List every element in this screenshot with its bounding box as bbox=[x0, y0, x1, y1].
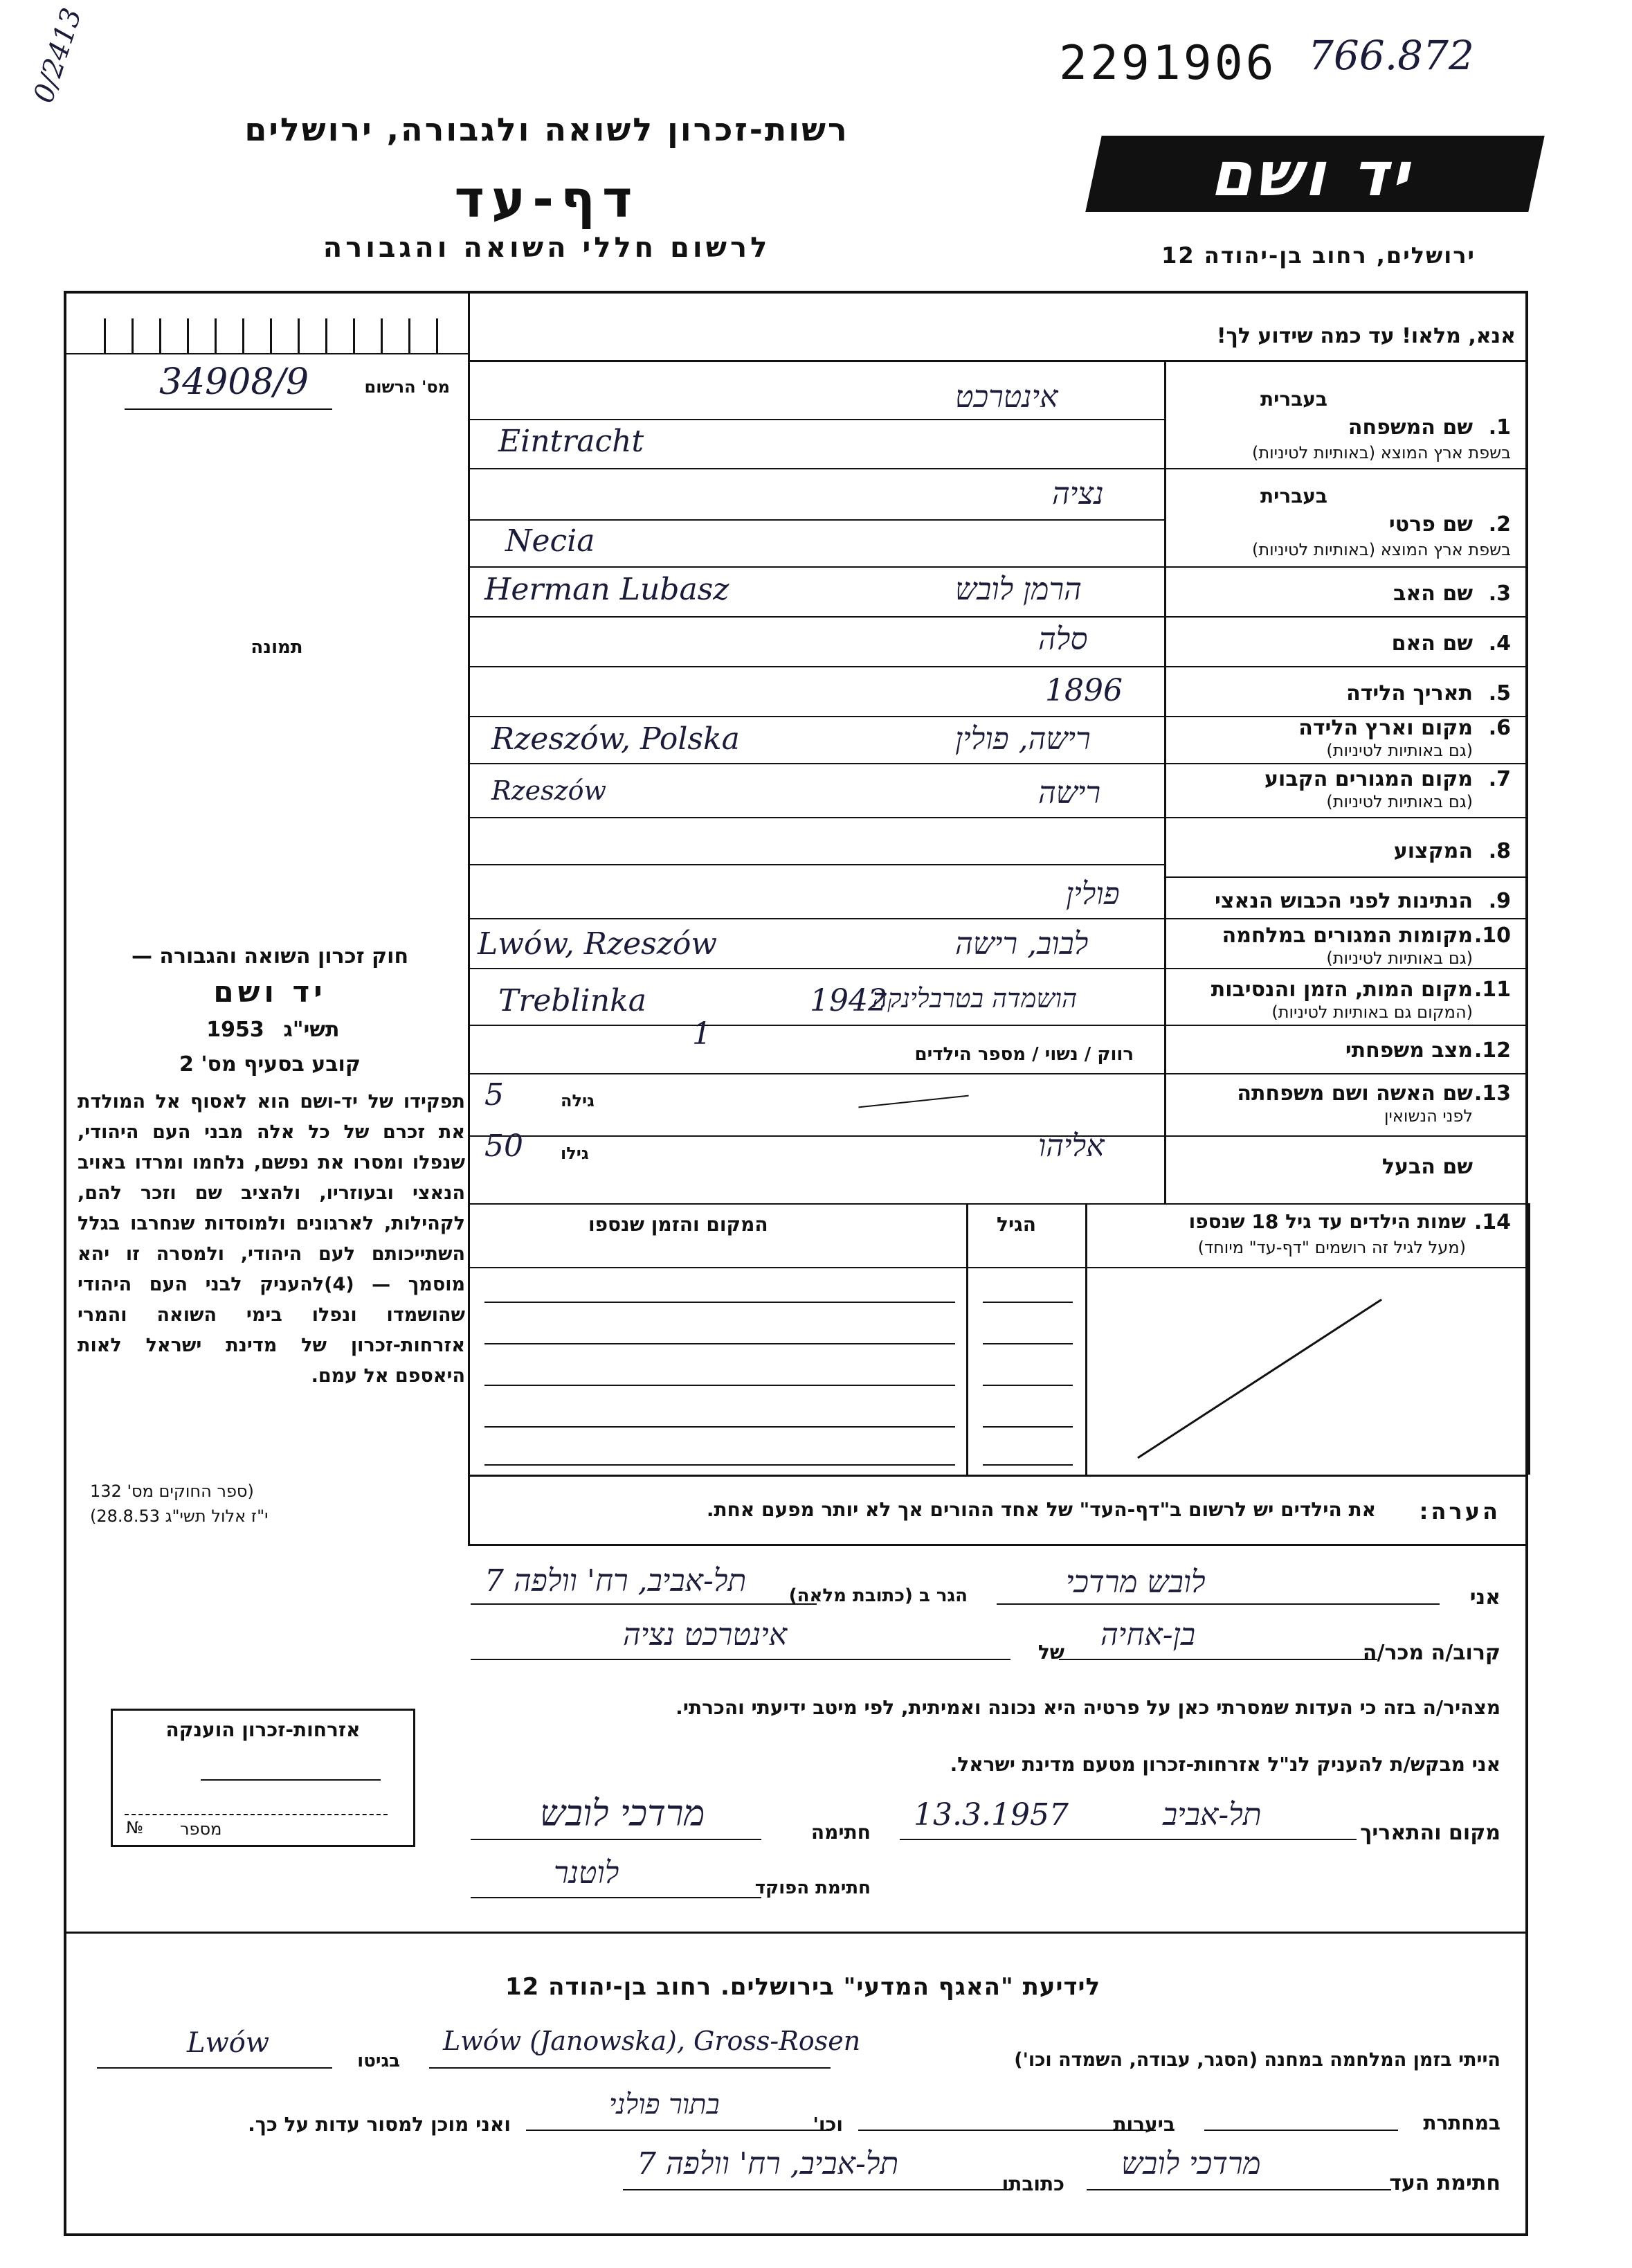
place-date-line bbox=[900, 1839, 1357, 1840]
field-2-num: 2. bbox=[1488, 512, 1511, 537]
remark-label: הערה: bbox=[1419, 1498, 1500, 1524]
field-11-label: מקום המות, הזמן והנסיבות bbox=[1211, 978, 1473, 1002]
bottom-etc-value: בתור פולני bbox=[609, 2089, 720, 2121]
field-9-value-hebrew: פולין bbox=[1066, 876, 1120, 912]
field-5-value: 1896 bbox=[1045, 673, 1123, 708]
bottom-hiding-line bbox=[1204, 2130, 1398, 2131]
relation-of-name: אינטרכט נציה bbox=[623, 1617, 788, 1653]
field-1-sub-hebrew: בעברית bbox=[1260, 388, 1327, 411]
children-col-2 bbox=[1085, 1203, 1087, 1475]
children-sub: (מעל לגיל זה רושמים "דף-עד" מיוחד) bbox=[1197, 1238, 1466, 1257]
value-line-e bbox=[468, 616, 1164, 618]
bottom-ready-text: ואני מוכן למסור עדות על כך. bbox=[248, 2113, 511, 2136]
field-8-label: המקצוע bbox=[1393, 839, 1473, 863]
citizenship-line-2 bbox=[125, 1814, 388, 1815]
signature-label: חתימה bbox=[810, 1821, 871, 1844]
children-row-3 bbox=[484, 1385, 955, 1386]
field-7-sub-latin: (גם באותיות לטיניות) bbox=[1326, 792, 1473, 811]
field-9-num: 9. bbox=[1488, 889, 1511, 913]
field-13-num: 13. bbox=[1474, 1081, 1511, 1106]
row-line-11 bbox=[1164, 1025, 1528, 1026]
law-clause: קובע בסעיף מס' 2 bbox=[179, 1052, 361, 1077]
law-year-heb: תשי"ג bbox=[283, 1018, 340, 1042]
law-text: תפקידו של יד-ושם הוא לאסוף אל המולדת את זכרם של כל אלה מבני העם היהודי, שנפלו ומסרו את נפשם, נלחמו ומרדו באויב הנאצי ובעוזריו, ולהציב שם וזכר להם, לקהילות, לארגונים ולמוסדות שנחרבו בגלל השתייכותם לעם היהודי, ולמסרה זו יהא מוסמך — (4)להעניק לבני העם היהודי שהושמדו ונפלו בימי השואה והמרי אזרחות-זכרון של מדינת ישראל לאות היאספם אל עמם. bbox=[78, 1091, 465, 1387]
field-11-sub-latin: (המקום גם באותיות לטיניות) bbox=[1271, 1002, 1473, 1022]
children-col-1 bbox=[966, 1203, 968, 1475]
field-1-num: 1. bbox=[1488, 415, 1511, 440]
remark-bottom bbox=[468, 1544, 1528, 1546]
photo-label: תמונה bbox=[251, 637, 303, 658]
children-age-row-5 bbox=[983, 1464, 1073, 1466]
value-line-a bbox=[468, 419, 1164, 420]
declarant-name-line bbox=[997, 1603, 1440, 1605]
value-line-p bbox=[468, 1203, 1528, 1205]
bottom-section-line bbox=[64, 1932, 1528, 1934]
relation-label: קרוב/ה מכר/ה bbox=[1362, 1641, 1500, 1665]
serial-handwritten: 766.872 bbox=[1308, 32, 1474, 79]
citizenship-number-label: מספר bbox=[180, 1819, 222, 1839]
law-title: חוק זכרון השואה והגבורה — bbox=[131, 944, 409, 969]
children-age-row-3 bbox=[983, 1385, 1073, 1386]
field-5-label: תאריך הלידה bbox=[1346, 681, 1473, 705]
field-13-age-label: גילה bbox=[561, 1091, 595, 1110]
citizenship-no-sign: № bbox=[126, 1818, 143, 1837]
field-13-age-value: 5 bbox=[484, 1077, 504, 1113]
bottom-camp-label: הייתי בזמן המלחמה במחנה (הסגר, עבודה, השמדה וכו') bbox=[1014, 2049, 1500, 2071]
citizenship-title: אזרחות-זכרון הוענקה bbox=[165, 1718, 361, 1741]
children-col-3 bbox=[1528, 1203, 1530, 1475]
children-row-2 bbox=[484, 1343, 955, 1344]
field-7-num: 7. bbox=[1488, 767, 1511, 791]
bottom-address-value: תל-אביב, רח' וולפה 7 bbox=[637, 2146, 899, 2181]
field-10-sub-latin: (גם באותיות לטיניות) bbox=[1326, 948, 1473, 968]
husband-label: שם הבעל bbox=[1381, 1155, 1473, 1179]
row-line-7 bbox=[1164, 817, 1528, 818]
field-12-label: מצב משפחתי bbox=[1345, 1038, 1473, 1063]
field-10-num: 10. bbox=[1474, 924, 1511, 948]
field-8-num: 8. bbox=[1488, 839, 1511, 863]
field-6-sub-latin: (גם באותיות לטיניות) bbox=[1326, 741, 1473, 760]
value-line-i bbox=[468, 817, 1164, 818]
field-2-value-latin: Necia bbox=[505, 523, 595, 559]
field-2-label: שם פרטי bbox=[1388, 512, 1473, 537]
field-6-num: 6. bbox=[1488, 716, 1511, 740]
field-13-label: שם האשה ושם משפחתה bbox=[1237, 1081, 1473, 1106]
row-line-12 bbox=[1164, 1073, 1528, 1074]
law-box-bottom bbox=[468, 1475, 1528, 1477]
row-line-2 bbox=[1164, 566, 1528, 568]
field-1-value-latin: Eintracht bbox=[498, 424, 644, 459]
law-ref-2: י"ז אלול תשי"ג 28.8.53) bbox=[90, 1506, 269, 1526]
value-line-b bbox=[468, 468, 1164, 469]
declarant-address: תל-אביב, רח' וולפה 7 bbox=[484, 1563, 747, 1599]
org-name: רשות-זכרון לשואה ולגבורה, ירושלים bbox=[244, 111, 849, 148]
bottom-camp-value: Lwów (Janowska), Gross-Rosen bbox=[443, 2026, 861, 2056]
relation-of-label: של bbox=[1037, 1641, 1064, 1664]
row-line-4 bbox=[1164, 666, 1528, 667]
field-1-label: שם המשפחה bbox=[1348, 415, 1473, 440]
row-line-3 bbox=[1164, 616, 1528, 618]
field-3-num: 3. bbox=[1488, 582, 1511, 606]
officer-signature: לוטנר bbox=[554, 1855, 619, 1891]
bottom-ghetto-label: בגיטו bbox=[357, 2051, 400, 2071]
field-2-sub-latin: בשפת ארץ המוצא (באותיות לטיניות) bbox=[1252, 540, 1511, 559]
field-6-value-hebrew: רישה, פולין bbox=[955, 721, 1091, 757]
relation-of-line bbox=[471, 1659, 1010, 1660]
children-num: 14. bbox=[1474, 1210, 1511, 1234]
field-6-label: מקום וארץ הלידה bbox=[1298, 716, 1473, 740]
bottom-witness-label: חתימת העד bbox=[1389, 2171, 1500, 2195]
registry-underline bbox=[125, 408, 332, 410]
bottom-etc-label: וכו' bbox=[813, 2113, 843, 2136]
bottom-etc-line bbox=[526, 2130, 831, 2131]
request-text: אני מבקש/ת להעניק לנ"ל אזרחות-זכרון מטעם מדינת ישראל. bbox=[950, 1753, 1500, 1776]
relation-line bbox=[1059, 1659, 1377, 1660]
value-line-g bbox=[468, 716, 1164, 717]
registry-label: מס' הרשום bbox=[364, 377, 450, 397]
law-year: 1953 bbox=[206, 1018, 264, 1042]
children-age-row-1 bbox=[983, 1302, 1073, 1303]
bottom-hiding-label: במחתרת bbox=[1423, 2112, 1500, 2134]
officer-label: חתימת הפוקד bbox=[754, 1878, 871, 1898]
value-line-m bbox=[468, 1025, 1164, 1026]
children-row-4 bbox=[484, 1426, 955, 1428]
signature-line bbox=[471, 1839, 761, 1840]
form-subtitle: לרשום חללי השואה והגבורה bbox=[323, 232, 771, 264]
field-7-value-latin: Rzeszów bbox=[491, 775, 607, 806]
husband-value-hebrew: אליהו bbox=[1038, 1128, 1105, 1164]
value-line-n bbox=[468, 1073, 1164, 1074]
bottom-address-line bbox=[623, 2189, 1010, 2190]
row-line-6 bbox=[1164, 763, 1528, 764]
date-value: 13.3.1957 bbox=[914, 1797, 1069, 1833]
plea-text: אנא, מלאו! עד כמה שידוע לך! bbox=[1216, 324, 1516, 348]
husband-age-label: גילו bbox=[561, 1144, 589, 1163]
bottom-ghetto-value: Lwów bbox=[187, 2027, 270, 2059]
field-1-value-hebrew: אינטרכט bbox=[955, 379, 1058, 415]
declarant-i-label: אני bbox=[1469, 1585, 1500, 1610]
field-7-value-hebrew: רישה bbox=[1038, 775, 1101, 811]
header-address: ירושלים, רחוב בן-יהודה 12 bbox=[1161, 242, 1476, 269]
field-4-value-hebrew: סלה bbox=[1038, 622, 1088, 657]
field-4-label: שם האם bbox=[1391, 631, 1473, 656]
field-12-value: 1 bbox=[692, 1016, 711, 1052]
field-2-sub-hebrew: בעברית bbox=[1260, 485, 1327, 507]
children-header-line bbox=[468, 1267, 1528, 1268]
value-line-h bbox=[468, 763, 1164, 764]
signature-value: מרדכי לובש bbox=[540, 1793, 705, 1835]
value-line-l bbox=[468, 968, 1164, 969]
field-3-value-hebrew: הרמן לובש bbox=[955, 572, 1082, 607]
corner-note: 0/2413 bbox=[28, 4, 89, 107]
top-row-line bbox=[468, 360, 1528, 362]
field-3-label: שם האב bbox=[1393, 582, 1473, 606]
field-10-value-hebrew: לבוב, רישה bbox=[955, 926, 1089, 962]
row-line-8 bbox=[1164, 876, 1528, 878]
value-line-d bbox=[468, 566, 1164, 568]
field-4-num: 4. bbox=[1488, 631, 1511, 656]
field-6-value-latin: Rzeszów, Polska bbox=[491, 721, 740, 757]
value-box-left bbox=[468, 360, 470, 1203]
row-line-13 bbox=[1164, 1135, 1528, 1137]
value-line-k bbox=[468, 918, 1164, 919]
field-3-value-latin: Herman Lubasz bbox=[484, 572, 729, 607]
law-ref-1: (ספר החוקים מס' 132 bbox=[90, 1482, 254, 1501]
place-date-label: מקום והתאריך bbox=[1360, 1821, 1500, 1845]
children-label: שמות הילדים עד גיל 18 שנספו bbox=[1188, 1210, 1466, 1233]
row-line-1 bbox=[1164, 468, 1528, 469]
value-line-f bbox=[468, 666, 1164, 667]
bottom-title: לידיעת "האגף המדעי" בירושלים. רחוב בן-יהודה 12 bbox=[505, 1973, 1101, 2001]
tick-row-line bbox=[64, 353, 468, 354]
citizenship-line-1 bbox=[201, 1779, 381, 1781]
remark-text: את הילדים יש לרשום ב"דף-העד" של אחד ההורים אך לא יותר מפעם אחת. bbox=[706, 1498, 1376, 1521]
children-age-row-2 bbox=[983, 1343, 1073, 1344]
form-title: דף-עד bbox=[454, 170, 640, 229]
label-column-divider bbox=[1164, 360, 1166, 1203]
field-9-label: הנתינות לפני הכבוש הנאצי bbox=[1215, 889, 1473, 913]
field-7-label: מקום המגורים הקבוע bbox=[1264, 767, 1473, 791]
children-col-place: המקום והזמן שנספו bbox=[588, 1213, 768, 1236]
children-age-row-4 bbox=[983, 1426, 1073, 1428]
field-11-value-latin: Treblinka bbox=[498, 983, 646, 1018]
declarant-resides-label: הגר ב (כתובת מלאה) bbox=[788, 1585, 968, 1606]
husband-age-value: 50 bbox=[484, 1128, 523, 1164]
field-13-sub: לפני הנשואין bbox=[1384, 1106, 1473, 1126]
field-10-value-latin: Lwów, Rzeszów bbox=[478, 926, 718, 962]
field-11-value-year: 1942 bbox=[810, 983, 887, 1018]
field-12-printed: רווק / נשוי / מספר הילדים bbox=[914, 1044, 1134, 1065]
row-line-9 bbox=[1164, 918, 1528, 919]
field-5-num: 5. bbox=[1488, 681, 1511, 705]
value-line-j bbox=[468, 864, 1164, 865]
bottom-witness-line bbox=[1087, 2189, 1391, 2190]
law-name: יד ושם bbox=[213, 975, 327, 1009]
registry-value: 34908/9 bbox=[159, 361, 309, 403]
field-2-value-hebrew: נציה bbox=[1052, 476, 1104, 512]
declarant-address-line bbox=[471, 1603, 817, 1605]
declare-text: מצהיר/ה בזה כי העדות שמסרתי כאן על פרטיה היא נכונה ואמיתית, לפי מיטב ידיעתי והכרתי. bbox=[676, 1696, 1500, 1719]
bottom-camp-line bbox=[429, 2067, 831, 2069]
field-11-num: 11. bbox=[1474, 978, 1511, 1002]
declarant-name: לובש מרדכי bbox=[1066, 1565, 1206, 1600]
bottom-witness-value: מרדכי לובש bbox=[1121, 2146, 1261, 2181]
children-row-1 bbox=[484, 1302, 955, 1303]
officer-line bbox=[471, 1897, 761, 1898]
relation-value: בן-אחיה bbox=[1100, 1617, 1196, 1653]
children-row-5 bbox=[484, 1464, 955, 1466]
field-11-value-hebrew: הושמדה בטרבלינקה bbox=[872, 983, 1078, 1014]
field-12-num: 12. bbox=[1474, 1038, 1511, 1063]
serial-number: 2291906 bbox=[1059, 36, 1277, 91]
bottom-address-label: כתובתו bbox=[1001, 2172, 1064, 2195]
bottom-forests-label: ביערות bbox=[1113, 2113, 1175, 2136]
bottom-forests-line bbox=[858, 2130, 1156, 2131]
field-10-label: מקומות המגורים במלחמה bbox=[1222, 924, 1473, 948]
children-col-age: הגיל bbox=[997, 1213, 1036, 1236]
field-1-sub-latin: בשפת ארץ המוצא (באותיות לטיניות) bbox=[1252, 443, 1511, 462]
remark-divider bbox=[468, 1475, 470, 1544]
bottom-ghetto-line bbox=[97, 2067, 332, 2069]
row-line-10 bbox=[1164, 968, 1528, 969]
tick-marks bbox=[104, 318, 464, 353]
value-line-c bbox=[468, 519, 1164, 521]
place-value: תל-אביב bbox=[1163, 1797, 1262, 1833]
yad-vashem-logo: יד ושם bbox=[1085, 136, 1544, 212]
